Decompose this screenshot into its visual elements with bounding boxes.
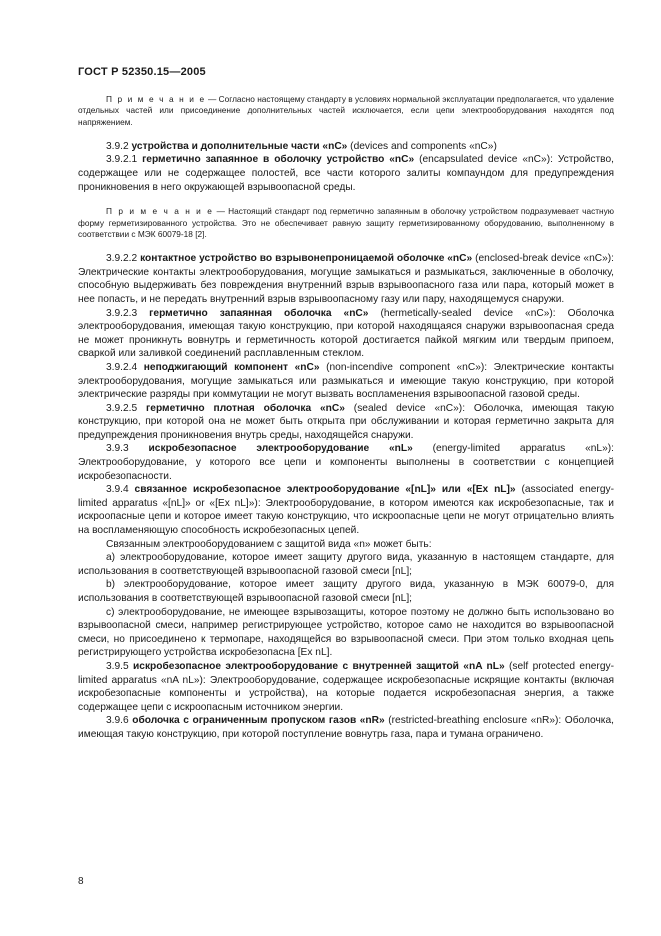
- list-item-c: c) электрооборудование, не имеющее взрывозащиты, которое поэтому не должно быть использовано во взрывоопасной смеси, например регистрирующее устройство, которое само не находится во взрывоопасной смеси, но присоединено к термопаре, находящейся во взрывоопасной смеси. При этом только входная цепь регистрирующего устройства искробезопасна [Ex nL].: [78, 606, 614, 659]
- note-label: П р и м е ч а н и е: [106, 206, 214, 217]
- note-text: — Согласно настоящему стандарту в условиях нормальной эксплуатации предполагается, что удаление отдельных частей или присоединение дополнительных частей исключается, если цепи электрооборудования находятся под напряжением.: [78, 94, 614, 127]
- clause-text: Устройство, содержащее или не содержащее полостей, все части которого залиты компаундом для предупреждения проникновения в него окружающей взрывоопасной среды.: [78, 154, 614, 193]
- clause-english: (self protected energy-limited apparatus «nA nL»):: [78, 660, 614, 686]
- clause-number: 3.9.2: [106, 140, 129, 152]
- clause-number: 3.9.4: [106, 484, 129, 496]
- clause-term: связанное искробезопасное электрооборудование «[nL]» или «[Ex nL]»: [134, 484, 516, 496]
- clause-english: (non-incendive component «nC»):: [319, 361, 488, 373]
- clause-text: Оболочка, имеющая такую конструкцию, при которой она не может быть открыта при обслуживании и которая герметично закрыта для предупреждения проникновения внутрь среды, находящейся снаружи.: [78, 402, 614, 441]
- clause-number: 3.9.6: [106, 715, 129, 727]
- clause-number: 3.9.3: [106, 443, 129, 455]
- clause-3-9-4: [78, 483, 614, 537]
- clause-3-9-2-4: [78, 361, 614, 402]
- clause-3-9-6: [78, 714, 614, 741]
- clause-term: герметично запаянное в оболочку устройство «nC»: [142, 154, 415, 166]
- clause-term: герметично запаянная оболочка «nC»: [149, 307, 369, 319]
- clause-number: 3.9.2.1: [106, 154, 138, 166]
- list-item-b: b) электрооборудование, которое имеет защиту другого вида, указанную в МЭК 60079-0, для использования в соответствующей взрывоопасной газовой смеси [nL];: [78, 579, 614, 604]
- clause-english: (encapsulated device «nC»):: [414, 154, 553, 166]
- clause-text: Электрооборудование, в котором имеются как искробезопасные, так и искроопасные цепи и которое имеет такую конструкцию, что искроопасные цепи не могут отрицательно влиять на воспламеняющую способность искробезопасных цепей.: [78, 497, 614, 537]
- clause-number: 3.9.2.5: [106, 402, 138, 414]
- note-text: — Настоящий стандарт под герметично запаянным в оболочку устройством подразумевает частную форму герметизированного устройства. Это не обеспечивает равную защиту герметизированному оборудованию, выполненному в соответствии с МЭК 60079-18 [2].: [78, 206, 614, 239]
- clause-number: 3.9.2.2: [106, 253, 138, 265]
- note-2: [78, 206, 614, 240]
- clause-text: Оболочка, имеющая такую конструкцию, при которой поступление вовнутрь газа, пара и тумана ограничено.: [78, 715, 614, 740]
- clause-english: (restricted-breathing enclosure «nR»):: [384, 715, 562, 727]
- clause-english: (devices and components «nC»): [347, 140, 497, 152]
- clause-term: искробезопасное электрооборудование с внутренней защитой «nA nL»: [133, 660, 505, 672]
- clause-english: (associated energy-limited apparatus «[nL]» or «[Ex nL]»):: [78, 484, 614, 509]
- clause-3-9-3: [78, 442, 614, 483]
- clause-english: (enclosed-break device «nC»):: [472, 253, 614, 265]
- clause-english: (energy-limited apparatus «nL»):: [412, 443, 614, 455]
- clause-3-9-2-3: [78, 307, 614, 361]
- list-item-a: а) электрооборудование, которое имеет защиту другого вида, указанную в настоящем стандарте, для использования в соответствующей взрывоопасной газовой смеси [nL];: [78, 552, 614, 577]
- document-body: [78, 94, 614, 742]
- clause-term: герметично плотная оболочка «nC»: [146, 402, 345, 414]
- page-number: 8: [78, 876, 84, 887]
- associated-intro: Связанным электрооборудованием с защитой вида «n» может быть:: [106, 538, 432, 550]
- note-label: П р и м е ч а н и е: [106, 94, 206, 104]
- clause-term: оболочка с ограниченным пропуском газов «nR»: [132, 715, 385, 727]
- clause-number: 3.9.2.4: [106, 361, 138, 373]
- clause-3-9-2-2: [78, 252, 614, 306]
- clause-term: контактное устройство во взрывонепроницаемой оболочке «nC»: [140, 253, 473, 265]
- clause-term: устройства и дополнительные части «nC»: [131, 140, 348, 152]
- clause-text: Электрические контакты электрооборудования, могущие замыкаться или размыкаться и имеющие такую конструкцию, при которой электрические разряды при коммутации не могут вызвать воспламенения взрывоопасной газовой среды.: [78, 361, 614, 401]
- clause-3-9-2-5: [78, 402, 614, 443]
- clause-3-9-2: [78, 140, 614, 154]
- clause-text: Оболочка электрооборудования, имеющая такую конструкцию, при которой находящаяся снаружи взрывоопасная среда не может проникнуть вовнутрь и герметичность которой достигается пайкой мягким или твердым припоем, сваркой или заливкой соединений расплавленным стеклом.: [78, 307, 614, 360]
- clause-english: (sealed device «nC»):: [344, 402, 466, 414]
- clause-number: 3.9.2.3: [106, 307, 138, 319]
- clause-3-9-5: [78, 660, 614, 714]
- clause-english: (hermetically-sealed device «nC»):: [368, 307, 556, 319]
- note-1: [78, 94, 614, 128]
- clause-number: 3.9.5: [106, 660, 129, 672]
- clause-text: Электрооборудование, у которого все цепи и компоненты выполнены в соответствии с концепцией искробезопасности.: [78, 457, 614, 482]
- clause-text: Электрооборудование, содержащее искробезопасные искрящие контакты (включая искробезопасные компоненты и устройства), на которые подается искробезопасная энергия, а также содержащее цепи с искроопасным источником энергии.: [78, 674, 614, 713]
- clause-term: неподжигающий компонент «nC»: [143, 361, 320, 373]
- clause-3-9-2-1: [78, 153, 614, 194]
- clause-term: искробезопасное электрооборудование «nL»: [148, 443, 413, 455]
- clause-text: Электрические контакты электрооборудования, могущие замыкаться и размыкаться, заключенные в оболочку, способную выдерживать без повреждения внутренний взрыв взрывоопасного газа или пара, который может в нее попасть, и не передать внутренний взрыв взрывоопасному газу или пару, находящемуся снаружи.: [78, 266, 614, 305]
- standard-header: ГОСТ Р 52350.15—2005: [78, 66, 206, 78]
